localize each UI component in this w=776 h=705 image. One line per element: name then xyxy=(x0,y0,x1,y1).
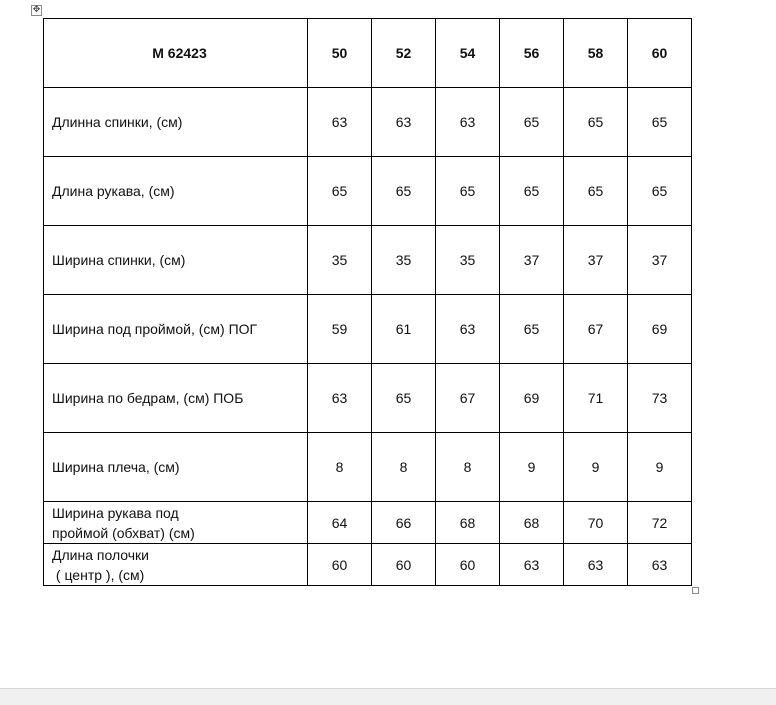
size-chart-table xyxy=(43,18,692,586)
measurement-value-cell[interactable]: 69 xyxy=(500,364,564,433)
measurement-value-cell[interactable]: 60 xyxy=(372,544,436,586)
measurement-label-line: Длина полочки xyxy=(52,546,149,563)
size-header-cell[interactable]: 54 xyxy=(436,19,500,88)
measurement-value-cell[interactable]: 65 xyxy=(308,157,372,226)
measurement-label: Ширина спинки, (см) xyxy=(52,252,186,268)
table-row xyxy=(44,433,692,502)
measurement-value-cell[interactable]: 63 xyxy=(308,364,372,433)
table-move-icon[interactable]: ✥ xyxy=(32,5,41,15)
measurement-label-cell[interactable] xyxy=(44,157,308,226)
measurement-label-cell[interactable] xyxy=(44,295,308,364)
measurement-label: Ширина по бедрам, (см) ПОБ xyxy=(52,390,244,406)
measurement-value-cell[interactable]: 65 xyxy=(436,157,500,226)
table-resize-handle-icon[interactable] xyxy=(692,587,699,594)
measurement-value-cell[interactable]: 63 xyxy=(372,88,436,157)
measurement-value-cell[interactable]: 65 xyxy=(628,88,692,157)
measurement-label-cell[interactable] xyxy=(44,364,308,433)
measurement-value-cell[interactable]: 35 xyxy=(308,226,372,295)
measurement-value-cell[interactable]: 63 xyxy=(436,295,500,364)
table-row xyxy=(44,502,692,544)
size-header-cell[interactable]: 60 xyxy=(628,19,692,88)
measurement-value-cell[interactable]: 68 xyxy=(500,502,564,544)
measurement-label-line: Ширина рукава под xyxy=(52,504,179,521)
measurement-value-cell[interactable]: 60 xyxy=(308,544,372,586)
measurement-value-cell[interactable]: 64 xyxy=(308,502,372,544)
measurement-value-cell[interactable]: 65 xyxy=(500,88,564,157)
measurement-value-cell[interactable]: 8 xyxy=(308,433,372,502)
measurement-value-cell[interactable]: 37 xyxy=(564,226,628,295)
measurement-value-cell[interactable]: 63 xyxy=(628,544,692,586)
measurement-value-cell[interactable]: 65 xyxy=(564,88,628,157)
measurement-value-cell[interactable]: 35 xyxy=(436,226,500,295)
measurement-value-cell[interactable]: 8 xyxy=(436,433,500,502)
table-header-row xyxy=(44,19,692,88)
measurement-value-cell[interactable]: 65 xyxy=(628,157,692,226)
measurement-value-cell[interactable]: 63 xyxy=(436,88,500,157)
size-header-cell[interactable]: 56 xyxy=(500,19,564,88)
measurement-value-cell[interactable]: 35 xyxy=(372,226,436,295)
status-bar xyxy=(0,688,776,705)
measurement-value-cell[interactable]: 67 xyxy=(564,295,628,364)
measurement-label-cell[interactable] xyxy=(44,544,308,586)
measurement-value-cell[interactable]: 66 xyxy=(372,502,436,544)
measurement-value-cell[interactable]: 65 xyxy=(500,157,564,226)
table-row xyxy=(44,364,692,433)
measurement-value-cell[interactable]: 60 xyxy=(436,544,500,586)
measurement-value-cell[interactable]: 37 xyxy=(500,226,564,295)
table-row xyxy=(44,544,692,586)
model-number-cell[interactable]: М 62423 xyxy=(44,19,308,88)
measurement-value-cell[interactable]: 67 xyxy=(436,364,500,433)
measurement-value-cell[interactable]: 9 xyxy=(500,433,564,502)
measurement-value-cell[interactable]: 65 xyxy=(500,295,564,364)
measurement-value-cell[interactable]: 63 xyxy=(308,88,372,157)
measurement-value-cell[interactable]: 9 xyxy=(628,433,692,502)
measurement-value-cell[interactable]: 63 xyxy=(500,544,564,586)
size-header-cell[interactable]: 50 xyxy=(308,19,372,88)
measurement-value-cell[interactable]: 70 xyxy=(564,502,628,544)
measurement-label-cell[interactable] xyxy=(44,226,308,295)
table-row xyxy=(44,157,692,226)
measurement-label: Длина рукава, (см) xyxy=(52,183,175,199)
measurement-value-cell[interactable]: 65 xyxy=(372,364,436,433)
table-row xyxy=(44,295,692,364)
measurement-value-cell[interactable]: 69 xyxy=(628,295,692,364)
measurement-value-cell[interactable]: 59 xyxy=(308,295,372,364)
measurement-label-line: проймой (обхват) (см) xyxy=(52,524,195,541)
measurement-value-cell[interactable]: 65 xyxy=(564,157,628,226)
measurement-label-cell[interactable] xyxy=(44,502,308,544)
measurement-label-line: ( центр ), (см) xyxy=(52,566,145,583)
measurement-value-cell[interactable]: 68 xyxy=(436,502,500,544)
measurement-value-cell[interactable]: 63 xyxy=(564,544,628,586)
measurement-label: Ширина под проймой, (см) ПОГ xyxy=(52,321,258,337)
measurement-value-cell[interactable]: 72 xyxy=(628,502,692,544)
measurement-value-cell[interactable]: 71 xyxy=(564,364,628,433)
measurement-value-cell[interactable]: 8 xyxy=(372,433,436,502)
size-header-cell[interactable]: 58 xyxy=(564,19,628,88)
measurement-value-cell[interactable]: 65 xyxy=(372,157,436,226)
measurement-value-cell[interactable]: 61 xyxy=(372,295,436,364)
table-row xyxy=(44,226,692,295)
table-row xyxy=(44,88,692,157)
measurement-value-cell[interactable]: 37 xyxy=(628,226,692,295)
size-header-cell[interactable]: 52 xyxy=(372,19,436,88)
measurement-label: Ширина плеча, (см) xyxy=(52,459,180,475)
measurement-label-cell[interactable] xyxy=(44,433,308,502)
measurement-label: Длинна спинки, (см) xyxy=(52,114,183,130)
measurement-label-cell[interactable] xyxy=(44,88,308,157)
measurement-value-cell[interactable]: 73 xyxy=(628,364,692,433)
measurement-value-cell[interactable]: 9 xyxy=(564,433,628,502)
